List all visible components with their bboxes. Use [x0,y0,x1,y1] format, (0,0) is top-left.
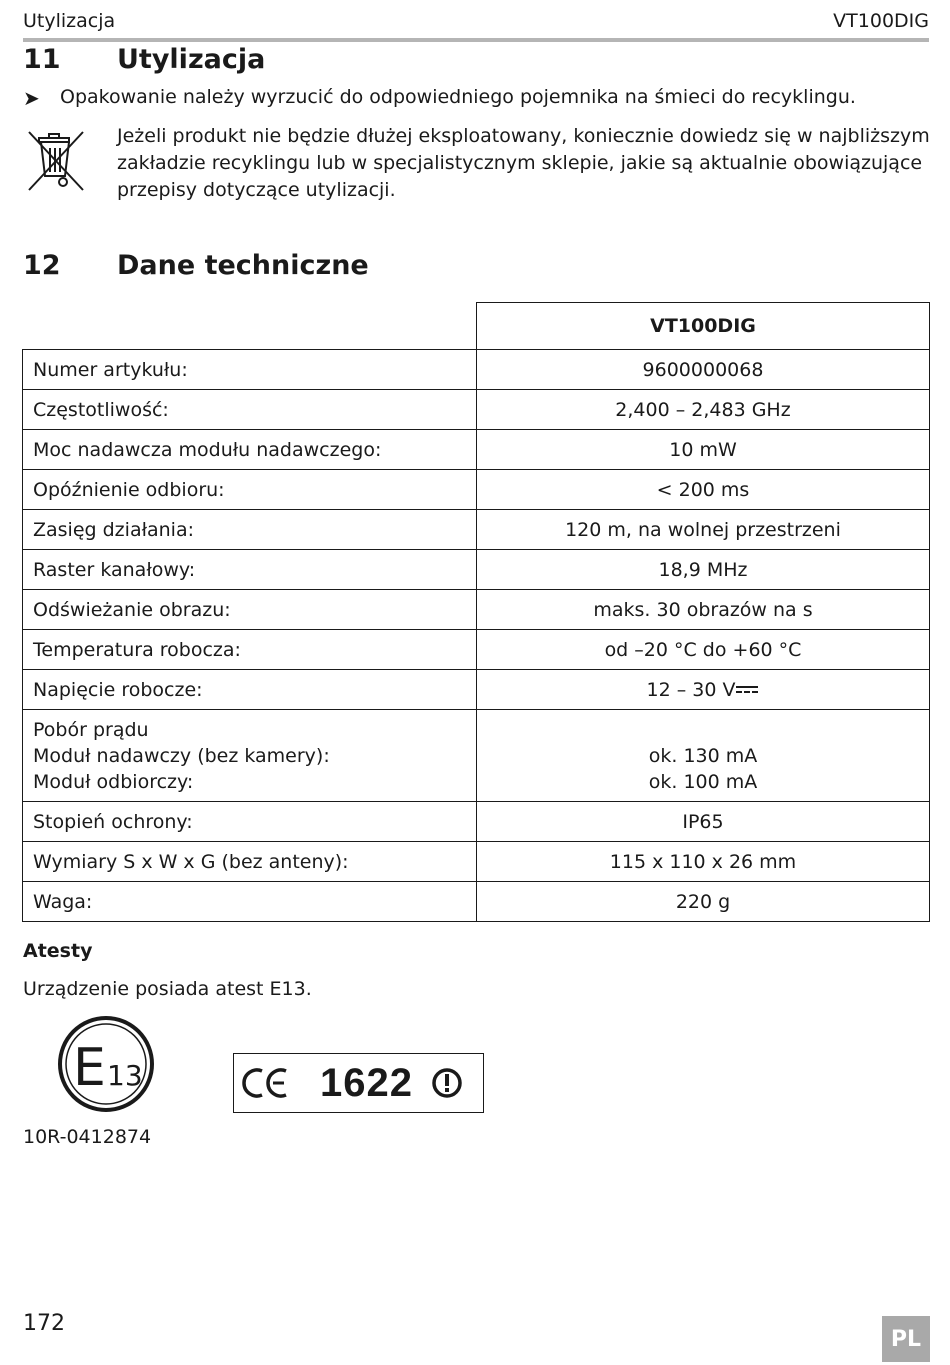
row-value: 2,400 – 2,483 GHz [477,390,930,430]
row-label: Wymiary S x W x G (bez anteny): [23,842,477,882]
e13-mark-icon [57,1015,155,1113]
dc-symbol-icon [735,683,759,697]
ce-mark-icon [242,1065,292,1101]
table-row [23,390,930,430]
packaging-text: Opakowanie należy wyrzucić do odpowiedniego pojemnika na śmieci do recyklingu. [60,86,856,108]
row-label: Moc nadawcza modułu nadawczego: [23,430,477,470]
row-value-voltage [477,670,930,710]
section-11-number: 11 [23,44,61,75]
transmitter-label: Moduł nadawczy (bez kamery): [33,744,330,767]
page-number: 172 [23,1311,65,1336]
table-header-model: VT100DIG [477,303,930,350]
row-value: 115 x 110 x 26 mm [477,842,930,882]
notified-body-number: 1622 [320,1060,413,1105]
disposal-paragraph: Jeżeli produkt nie będzie dłużej eksploatowany, koniecznie dowiedz się w najbliższym zakładzie recyklingu lub w specjalistycznym sklepie, jakie są aktualnie obowiązujące przepisy dotyczące utylizacji. [117,125,930,201]
arrow-bullet-icon: ➤ [23,86,40,110]
section-12-number: 12 [23,250,61,281]
row-value: 120 m, na wolnej przestrzeni [477,510,930,550]
row-label: Waga: [23,882,477,922]
row-value-current [477,710,930,802]
tech-data-table [22,302,930,922]
section-12-heading [23,250,369,281]
svg-text:13: 13 [107,1059,143,1092]
table-row [23,802,930,842]
voltage-value: 12 – 30 V [646,678,736,701]
row-label-current [23,710,477,802]
crossed-out-wheelie-bin-icon [23,126,89,194]
receiver-label: Moduł odbiorczy: [33,770,194,793]
alert-mark-icon [431,1067,463,1099]
svg-text:E: E [73,1038,106,1098]
row-value: 10 mW [477,430,930,470]
page-header [23,8,929,42]
row-label: Zasięg działania: [23,510,477,550]
table-row [23,630,930,670]
transmitter-value: ok. 130 mA [648,744,758,767]
section-12-title: Dane techniczne [117,250,369,281]
section-11-heading [23,44,265,75]
table-row [23,842,930,882]
certifications-text: Urządzenie posiada atest E13. [23,978,312,1000]
row-value: 18,9 MHz [477,550,930,590]
row-label: Stopień ochrony: [23,802,477,842]
table-header-row [23,303,930,350]
table-row [23,430,930,470]
ce-mark-box [233,1053,484,1113]
approval-number: 10R-0412874 [23,1126,152,1148]
packaging-bullet [23,86,856,110]
table-row [23,350,930,390]
row-value: IP65 [477,802,930,842]
certifications-heading: Atesty [23,940,93,962]
table-row [23,510,930,550]
row-label: Temperatura robocza: [23,630,477,670]
table-row-current [23,710,930,802]
current-label: Pobór prądu [33,718,149,741]
row-label: Raster kanałowy: [23,550,477,590]
language-badge: PL [882,1316,930,1362]
row-label: Opóźnienie odbioru: [23,470,477,510]
table-row [23,590,930,630]
table-header-blank [23,303,477,350]
header-section: Utylizacja [23,10,116,32]
row-value: 220 g [477,882,930,922]
row-label: Częstotliwość: [23,390,477,430]
row-value: od –20 °C do +60 °C [477,630,930,670]
row-value: 9600000068 [477,350,930,390]
receiver-value: ok. 100 mA [648,770,758,793]
row-value: < 200 ms [477,470,930,510]
section-11-title: Utylizacja [117,44,266,75]
header-model: VT100DIG [833,10,929,32]
row-value: maks. 30 obrazów na s [477,590,930,630]
row-label: Numer artykułu: [23,350,477,390]
table-row [23,882,930,922]
row-label: Napięcie robocze: [23,670,477,710]
row-label: Odświeżanie obrazu: [23,590,477,630]
table-row [23,550,930,590]
table-row [23,470,930,510]
table-row [23,670,930,710]
